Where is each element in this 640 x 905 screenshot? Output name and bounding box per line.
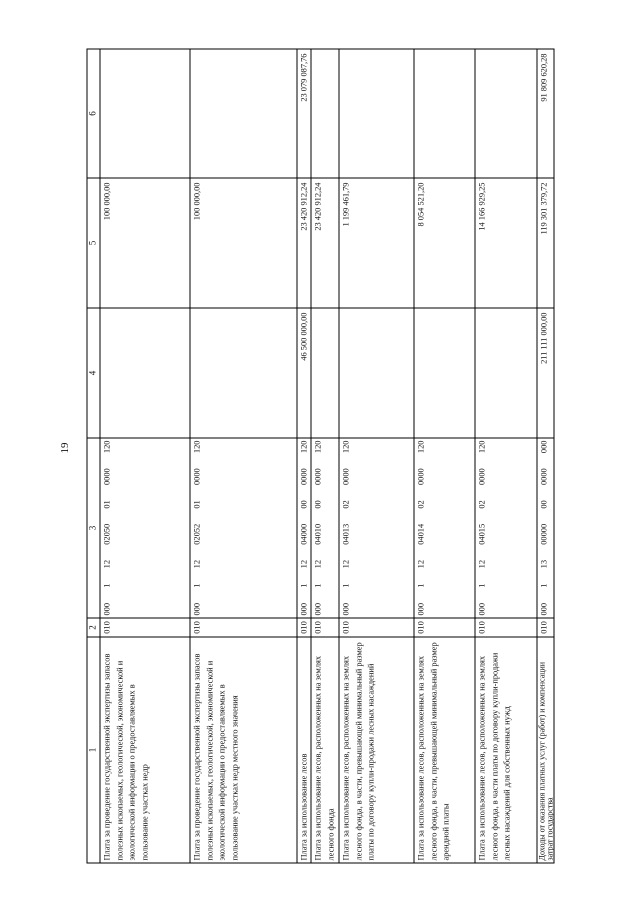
code-part: 120	[102, 440, 111, 453]
code-part: 000	[416, 602, 425, 615]
code-part: 1	[477, 583, 486, 588]
header-col-4: 4	[87, 307, 99, 437]
row-col2: 010	[297, 617, 310, 636]
code-part: 000	[539, 440, 548, 453]
row-col6	[475, 49, 536, 177]
row-col6	[311, 49, 338, 177]
code-part: 120	[313, 440, 322, 453]
code-part: 1	[313, 583, 322, 588]
row-col4	[414, 307, 474, 437]
table-row	[297, 49, 311, 862]
code-part: 0000	[102, 467, 111, 485]
row-name: Плата за использование лесов, расположенных на землях лесного фонда, в части платы по договору купли-продажи лесных насаждений для собственных нужд	[475, 636, 536, 862]
row-col5: 119 301 379,72	[537, 177, 553, 307]
row-col5: 100 000,00	[190, 177, 296, 307]
table-row	[190, 49, 297, 862]
row-name: Плата за проведение государственной экспертизы запасов полезных ископаемых, геологической, экономической и экологической информации о предоставляемых в пользование участках недр	[100, 636, 189, 862]
code-part: 12	[416, 559, 425, 568]
row-col5: 23 420 912,24	[297, 177, 310, 307]
table-row	[414, 49, 475, 862]
code-part: 12	[477, 559, 486, 568]
code-part: 000	[102, 602, 111, 615]
code-part: 000	[299, 602, 308, 615]
header-col-3: 3	[87, 437, 99, 617]
table-row	[100, 49, 190, 862]
code-part: 02	[341, 499, 350, 509]
header-row	[87, 49, 100, 862]
code-part: 0000	[299, 467, 308, 485]
row-code	[414, 437, 474, 617]
row-name: Плата за использование лесов	[297, 636, 310, 862]
code-part: 0000	[539, 467, 548, 485]
table-row	[537, 49, 553, 862]
row-code	[537, 437, 553, 617]
code-part: 13	[539, 559, 548, 568]
row-code	[339, 437, 413, 617]
row-col6	[414, 49, 474, 177]
header-col-5: 5	[87, 177, 99, 307]
code-part: 120	[341, 440, 350, 453]
row-col2: 010	[537, 617, 553, 636]
row-name: Доходы от оказания платных услуг (работ) и компенсации затрат государства	[537, 636, 553, 862]
code-part: 02052	[192, 523, 201, 545]
code-part: 12	[192, 559, 201, 568]
row-code	[190, 437, 296, 617]
row-col2: 010	[414, 617, 474, 636]
code-part: 12	[299, 559, 308, 568]
row-name: Плата за использование лесов, расположенных на землях лесного фонда, в части, превышающей минимальный размер арендной платы	[414, 636, 474, 862]
code-part: 000	[539, 602, 548, 615]
code-part: 04000	[299, 523, 308, 545]
row-col6	[190, 49, 296, 177]
code-part: 1	[299, 583, 308, 588]
row-code	[297, 437, 310, 617]
budget-table	[86, 48, 554, 863]
row-col2: 010	[311, 617, 338, 636]
row-col4: 46 500 000,00	[297, 307, 310, 437]
code-part: 1	[102, 583, 111, 588]
code-part: 0000	[416, 467, 425, 485]
code-part: 02	[477, 499, 486, 509]
row-col5: 8 054 521,20	[414, 177, 474, 307]
row-code	[100, 437, 189, 617]
table-row	[475, 49, 537, 862]
code-part: 000	[341, 602, 350, 615]
row-col4	[475, 307, 536, 437]
code-part: 00	[539, 499, 548, 509]
row-col5: 1 199 461,79	[339, 177, 413, 307]
row-col5: 100 000,00	[100, 177, 189, 307]
code-part: 120	[299, 440, 308, 453]
row-col2: 010	[100, 617, 189, 636]
code-part: 12	[102, 559, 111, 568]
code-part: 00	[299, 499, 308, 509]
code-part: 04014	[416, 523, 425, 545]
code-part: 1	[192, 583, 201, 588]
code-part: 00	[313, 499, 322, 509]
code-part: 12	[341, 559, 350, 568]
code-part: 01	[102, 499, 111, 509]
code-part: 0000	[313, 467, 322, 485]
code-part: 0000	[192, 467, 201, 485]
code-part: 04015	[477, 523, 486, 545]
header-col-6: 6	[87, 110, 97, 116]
header-col-2: 2	[87, 617, 99, 636]
code-part: 12	[313, 559, 322, 568]
code-part: 1	[539, 583, 548, 588]
row-code	[475, 437, 536, 617]
code-part: 1	[416, 583, 425, 588]
page-number: 19	[59, 442, 71, 454]
code-part: 1	[341, 583, 350, 588]
code-part: 000	[313, 602, 322, 615]
row-col2: 010	[190, 617, 296, 636]
row-col4	[311, 307, 338, 437]
header-col-1: 1	[87, 636, 99, 862]
row-col2: 010	[339, 617, 413, 636]
row-code	[311, 437, 338, 617]
table-row	[311, 49, 339, 862]
code-part: 00000	[539, 523, 548, 545]
code-part: 000	[477, 602, 486, 615]
row-col5: 14 166 929,25	[475, 177, 536, 307]
row-col4	[339, 307, 413, 437]
row-col4	[100, 307, 189, 437]
code-part: 02050	[102, 523, 111, 545]
row-col5: 23 420 912,24	[311, 177, 338, 307]
row-col6: 23 079 087,76	[299, 53, 308, 102]
code-part: 120	[477, 440, 486, 453]
code-part: 000	[192, 602, 201, 615]
code-part: 0000	[477, 467, 486, 485]
row-col6	[339, 49, 413, 177]
code-part: 120	[192, 440, 201, 453]
row-col4: 211 111 000,00	[537, 307, 553, 437]
code-part: 01	[192, 499, 201, 509]
table-container	[86, 48, 554, 863]
table-row	[339, 49, 414, 862]
row-col4	[190, 307, 296, 437]
code-part: 04010	[313, 523, 322, 545]
code-part: 0000	[341, 467, 350, 485]
row-col6: 91 809 620,28	[539, 53, 548, 102]
row-col6	[100, 49, 189, 177]
code-part: 120	[416, 440, 425, 453]
row-col2: 010	[475, 617, 536, 636]
row-name: Плата за использование лесов, расположенных на землях лесного фонда, в части, превышающей минимальный размер платы по договору купли-продажи лесных насаждений	[339, 636, 413, 862]
code-part: 02	[416, 499, 425, 509]
code-part: 04013	[341, 523, 350, 545]
row-name: Плата за использование лесов, расположенных на землях лесного фонда	[311, 636, 338, 862]
row-name: Плата за проведение государственной экспертизы запасов полезных ископаемых, геологической, экономической и экологической информации о предоставляемых в пользование участках недр местного значения	[190, 636, 296, 862]
